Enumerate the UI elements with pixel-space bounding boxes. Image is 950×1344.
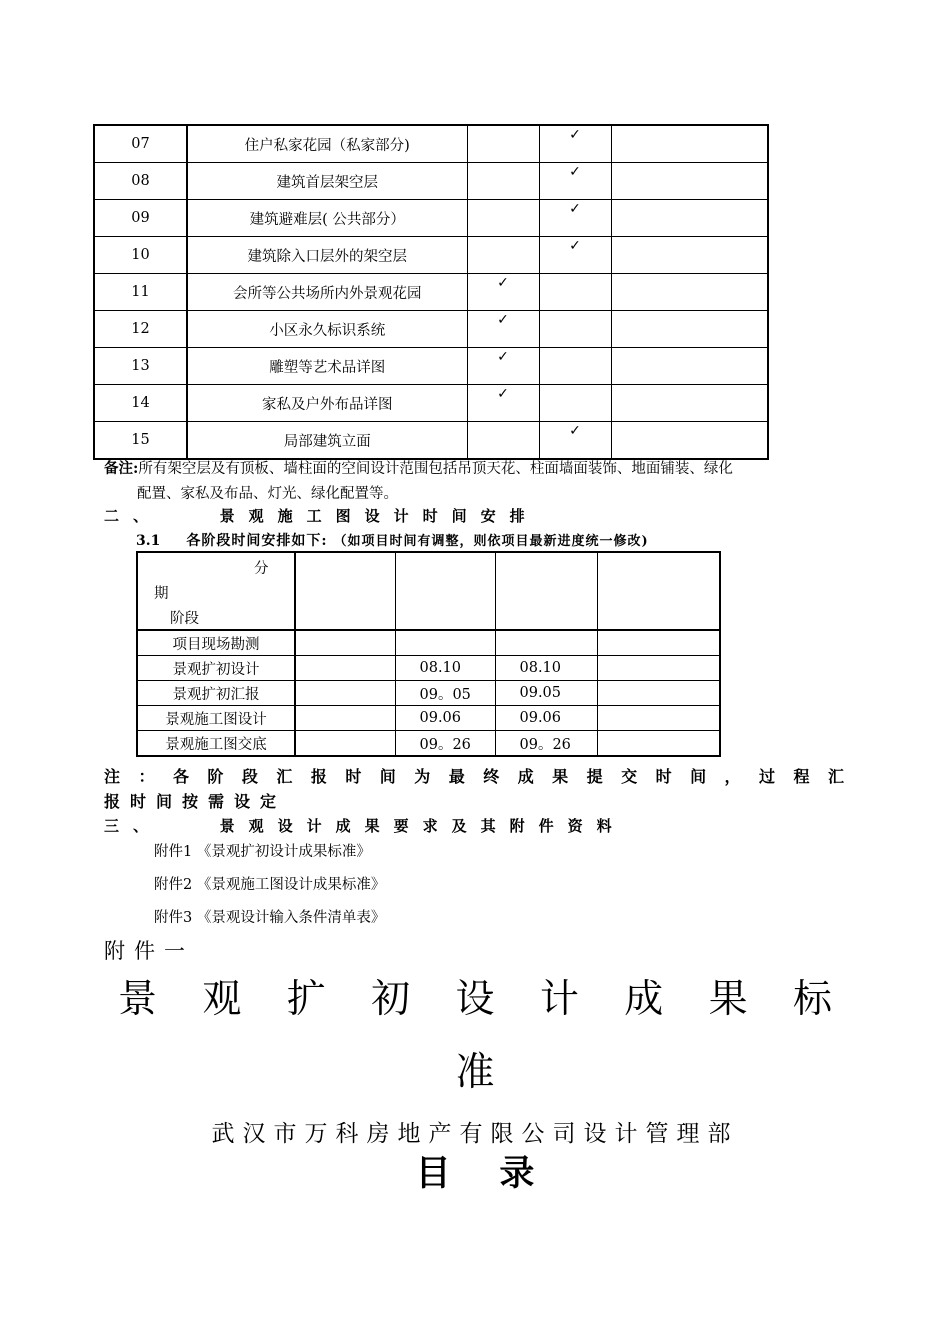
date-cell <box>295 706 395 731</box>
check-cell: ✓ <box>539 237 611 274</box>
table-row <box>137 681 720 706</box>
row-number: 08 <box>94 163 187 200</box>
row-number: 12 <box>94 311 187 348</box>
row-number: 14 <box>94 385 187 422</box>
appendix-title-line2: 准 <box>455 1050 495 1095</box>
note2-line2: 报时间按需设定 <box>104 792 287 811</box>
stage-name: 景观扩初设计 <box>137 656 295 681</box>
check-cell <box>611 274 768 311</box>
row-item: 住户私家花园（私家部分) <box>187 125 467 163</box>
section2-subtitle <box>136 530 649 550</box>
check-cell <box>467 237 539 274</box>
row-number: 15 <box>94 422 187 460</box>
row-item: 局部建筑立面 <box>187 422 467 460</box>
date-cell: 09。05 <box>395 681 495 706</box>
table-row <box>137 656 720 681</box>
header-cell <box>395 552 495 630</box>
check-cell: ✓ <box>467 311 539 348</box>
attachment-1: 附件1 《景观扩初设计成果标准》 <box>154 844 371 860</box>
date-cell: 09.06 <box>495 706 597 731</box>
row-number: 10 <box>94 237 187 274</box>
row-item: 建筑除入口层外的架空层 <box>187 237 467 274</box>
note2 <box>104 764 844 814</box>
appendix-title-line1: 景观扩初设计成果标 <box>118 977 832 1022</box>
date-cell: 08.10 <box>495 656 597 681</box>
check-cell <box>467 200 539 237</box>
stage-name: 景观施工图设计 <box>137 706 295 731</box>
schedule-table <box>136 551 721 757</box>
scope-table <box>93 124 769 460</box>
date-cell <box>295 630 395 656</box>
date-cell <box>495 630 597 656</box>
date-cell <box>295 681 395 706</box>
table-row <box>94 200 768 237</box>
date-cell <box>295 656 395 681</box>
date-cell: 09。26 <box>395 731 495 757</box>
company-name: 武汉市万科房地产有限公司设计管理部 <box>211 1121 739 1147</box>
section2-title: 二、 景观施工图设计时间安排 <box>104 507 539 525</box>
check-cell <box>611 163 768 200</box>
table-row <box>137 630 720 656</box>
table-row <box>137 706 720 731</box>
date-cell <box>295 731 395 757</box>
table-row <box>94 163 768 200</box>
header-cell <box>495 552 597 630</box>
row-number: 11 <box>94 274 187 311</box>
check-cell <box>539 311 611 348</box>
stage-name: 景观施工图交底 <box>137 731 295 757</box>
row-item: 小区永久标识系统 <box>187 311 467 348</box>
attachment-3: 附件3 《景观设计输入条件清单表》 <box>154 910 386 926</box>
row-number: 09 <box>94 200 187 237</box>
table-row <box>94 348 768 385</box>
toc-title: 目 录 <box>415 1154 535 1194</box>
attachment-2: 附件2 《景观施工图设计成果标准》 <box>154 877 386 893</box>
date-cell <box>597 706 720 731</box>
check-cell <box>611 237 768 274</box>
row-item: 家私及户外布品详图 <box>187 385 467 422</box>
check-cell <box>611 422 768 460</box>
check-cell <box>611 125 768 163</box>
check-cell <box>539 274 611 311</box>
table-row <box>94 311 768 348</box>
check-cell <box>539 385 611 422</box>
check-cell: ✓ <box>467 274 539 311</box>
remark-line2: 配置、家私及布品、灯光、绿化配置等。 <box>137 486 398 502</box>
row-number: 07 <box>94 125 187 163</box>
header-cell <box>295 552 395 630</box>
appendix-label: 附件一 <box>104 939 194 963</box>
date-cell: 09.06 <box>395 706 495 731</box>
table-row <box>94 237 768 274</box>
row-item: 雕塑等艺术品详图 <box>187 348 467 385</box>
date-cell <box>597 681 720 706</box>
remark-line1: 所有架空层及有顶板、墙柱面的空间设计范围包括吊顶天花、柱面墙面装饰、地面铺装、绿化 <box>138 461 733 477</box>
table-row <box>94 422 768 460</box>
header-fen: 分 <box>254 561 269 577</box>
stage-name: 景观扩初汇报 <box>137 681 295 706</box>
table-row <box>94 125 768 163</box>
row-item: 会所等公共场所内外景观花园 <box>187 274 467 311</box>
check-cell <box>539 348 611 385</box>
stage-name: 项目现场勘测 <box>137 630 295 656</box>
row-item: 建筑首层架空层 <box>187 163 467 200</box>
check-cell <box>611 348 768 385</box>
header-qi: 期 <box>154 586 169 602</box>
check-cell: ✓ <box>539 200 611 237</box>
check-cell <box>467 125 539 163</box>
check-cell <box>611 311 768 348</box>
date-cell: 09.05 <box>495 681 597 706</box>
sub-number: 3.1 <box>136 533 161 549</box>
check-cell: ✓ <box>467 348 539 385</box>
check-cell: ✓ <box>539 125 611 163</box>
header-cell <box>597 552 720 630</box>
check-cell: ✓ <box>467 385 539 422</box>
check-cell <box>467 163 539 200</box>
row-number: 13 <box>94 348 187 385</box>
sub-note: （如项目时间有调整，则依项目最新进度统一修改) <box>333 534 649 549</box>
date-cell: 08.10 <box>395 656 495 681</box>
check-cell <box>611 385 768 422</box>
check-cell: ✓ <box>539 422 611 460</box>
section3-title: 三、 景观设计成果要求及其附件资料 <box>104 817 626 835</box>
date-cell: 09。26 <box>495 731 597 757</box>
table-row <box>137 731 720 757</box>
date-cell <box>395 630 495 656</box>
header-jieduan: 阶段 <box>170 611 199 627</box>
check-cell <box>467 422 539 460</box>
remark <box>104 456 849 507</box>
check-cell <box>611 200 768 237</box>
header-diagonal-cell <box>137 552 295 630</box>
date-cell <box>597 731 720 757</box>
table-row <box>94 385 768 422</box>
note2-line1: 注：各阶段汇报时间为最终成果提交时间，过程汇 <box>104 767 844 786</box>
table-row <box>94 274 768 311</box>
check-cell: ✓ <box>539 163 611 200</box>
date-cell <box>597 630 720 656</box>
date-cell <box>597 656 720 681</box>
row-item: 建筑避难层( 公共部分） <box>187 200 467 237</box>
remark-label: 备注: <box>104 460 139 477</box>
sub-title: 各阶段时间安排如下: <box>186 533 328 549</box>
